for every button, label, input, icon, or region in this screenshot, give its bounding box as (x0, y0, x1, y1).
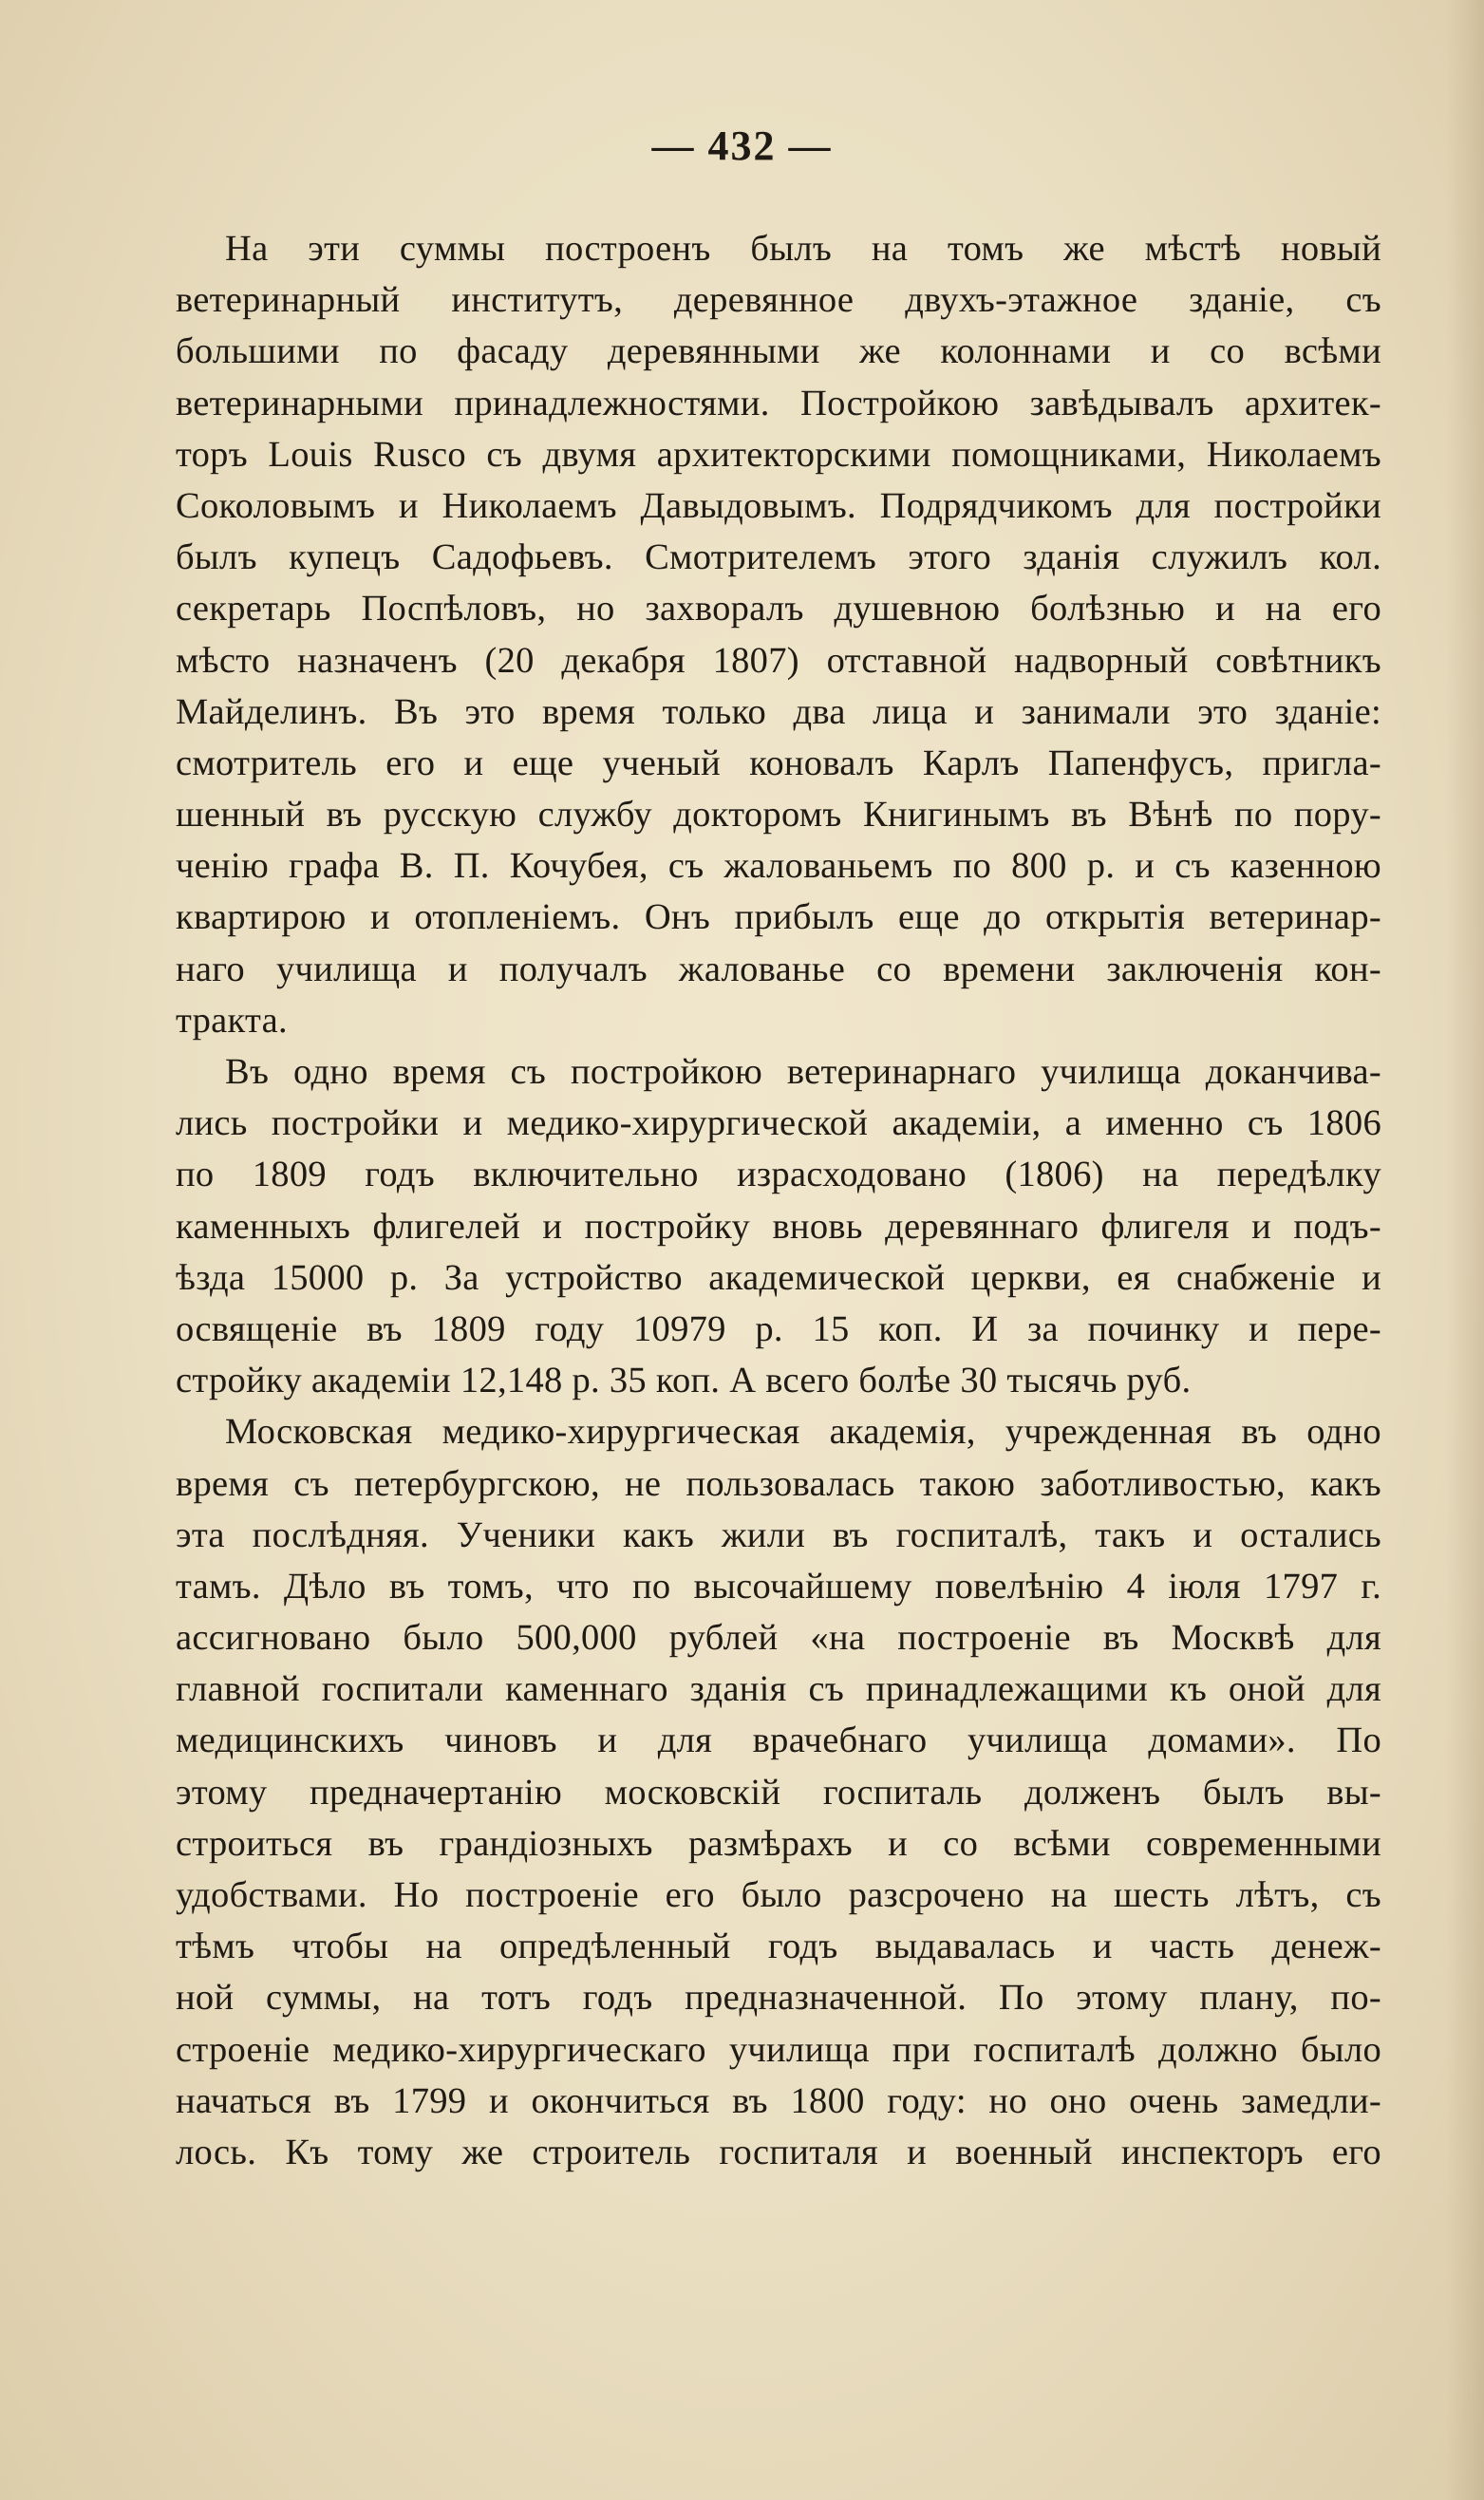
text-line: ченію графа В. П. Кочубея, съ жалованьемъ по 800 р. и съ казенною (176, 846, 1381, 887)
text-line: тѣмъ чтобы на опредѣленный годъ выдавалась и часть денеж- (176, 1927, 1381, 1967)
text-line: Московская медико-хирургическая академія, учрежденная въ одно (225, 1412, 1381, 1453)
text-line: шенный въ русскую службу докторомъ Книгинымъ въ Вѣнѣ по пору- (176, 795, 1381, 836)
text-line: мѣсто назначенъ (20 декабря 1807) отставной надворный совѣтникъ (176, 640, 1381, 681)
text-line: секретарь Поспѣловъ, но захворалъ душевною болѣзнью и на его (176, 589, 1381, 630)
text-line: На эти суммы построенъ былъ на томъ же мѣстѣ новый (225, 229, 1381, 269)
text-line: ветеринарный институтъ, деревянное двухъ-этажное зданіе, съ (176, 280, 1381, 321)
text-line: Майделинъ. Въ это время только два лица и занимали это зданіе: (176, 691, 1381, 732)
text-line: лось. Къ тому же строитель госпиталя и военный инспекторъ его (176, 2132, 1381, 2172)
text-line: каменныхъ флигелей и постройку вновь деревяннаго флигеля и подъ- (176, 1206, 1381, 1247)
text-line: строеніе медико-хирургическаго училища при госпиталѣ должно было (176, 2029, 1381, 2070)
paragraph-3 (176, 1406, 1381, 2178)
text-line: стройку академіи 12,148 р. 35 коп. А всего болѣе 30 тысячь руб. (176, 1361, 1192, 1401)
text-line: этому предначертанію московскій госпиталь долженъ былъ вы- (176, 1772, 1381, 1813)
page-text (176, 223, 1381, 2178)
text-line: торъ Louis Rusco съ двумя архитекторскими помощниками, Николаемъ (176, 434, 1381, 475)
text-line: большими по фасаду деревянными же колоннами и со всѣми (176, 331, 1381, 372)
text-line: ассигновано было 500,000 рублей «на построеніе въ Москвѣ для (176, 1618, 1381, 1659)
page-number: — 432 — (651, 122, 833, 169)
text-line: строиться въ грандіозныхъ размѣрахъ и со всѣми современными (176, 1823, 1381, 1864)
text-line: время съ петербургскою, не пользовалась такою заботливостью, какъ (176, 1463, 1381, 1504)
text-line: былъ купецъ Садофьевъ. Смотрителемъ этого зданія служилъ кол. (176, 537, 1381, 578)
text-line: наго училища и получалъ жалованье со времени заключенія кон- (176, 949, 1381, 989)
text-line: главной госпитали каменнаго зданія съ принадлежащими къ оной для (176, 1669, 1381, 1710)
paragraph-1 (176, 223, 1381, 1046)
text-line: ной суммы, на тотъ годъ предназначенной. По этому плану, по- (176, 1978, 1381, 2019)
text-line: освященіе въ 1809 году 10979 р. 15 коп. И за починку и пере- (176, 1308, 1381, 1349)
text-line: начаться въ 1799 и окончиться въ 1800 году: но оно очень замедли- (176, 2080, 1381, 2121)
text-line: удобствами. Но построеніе его было разсрочено на шесть лѣтъ, съ (176, 1875, 1381, 1915)
text-line: смотритель его и еще ученый коновалъ Карлъ Папенфусъ, пригла- (176, 742, 1381, 783)
text-line: медицинскихъ чиновъ и для врачебнаго училища домами». По (176, 1720, 1381, 1761)
text-line: Въ одно время съ постройкою ветеринарнаго училища доканчива- (225, 1052, 1381, 1092)
text-line: лись постройки и медико-хирургической академіи, а именно съ 1806 (176, 1103, 1381, 1144)
text-line: тракта. (176, 1000, 288, 1041)
text-line: квартирою и отопленіемъ. Онъ прибылъ еще до открытія ветеринар- (176, 897, 1381, 938)
text-line: тамъ. Дѣло въ томъ, что по высочайшему повелѣнію 4 іюля 1797 г. (176, 1566, 1381, 1607)
text-line: эта послѣдняя. Ученики какъ жили въ госпиталѣ, такъ и остались (176, 1514, 1381, 1555)
text-line: Соколовымъ и Николаемъ Давыдовымъ. Подрядчикомъ для постройки (176, 485, 1381, 526)
paragraph-2 (176, 1046, 1381, 1406)
text-line: по 1809 годъ включительно израсходовано (1806) на передѣлку (176, 1155, 1381, 1195)
text-line: ветеринарными принадлежностями. Постройкою завѣдывалъ архитек- (176, 383, 1381, 423)
text-line: ѣзда 15000 р. За устройство академической церкви, ея снабженіе и (176, 1257, 1381, 1298)
